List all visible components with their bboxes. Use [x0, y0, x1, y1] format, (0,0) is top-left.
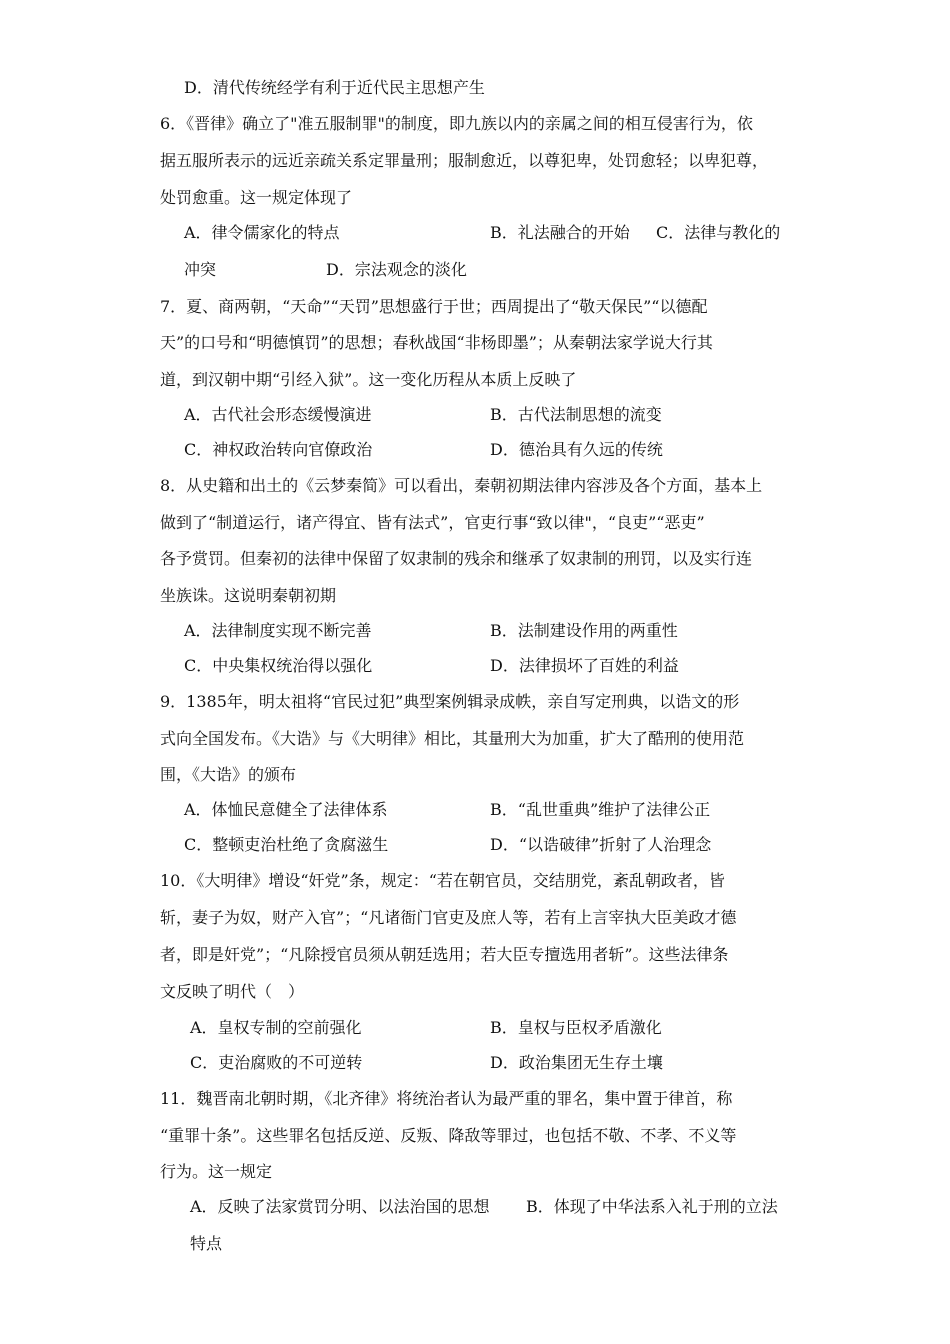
q8-option-c[interactable]: C．中央集权统治得以强化 — [184, 656, 373, 675]
q11-stem-line-1: 11．魏晋南北朝时期，《北齐律》将统治者认为最严重的罪名，集中置于律首，称 — [160, 1089, 733, 1108]
q7-stem-line-1: 7．夏、商两朝，“天命”“天罚”思想盛行于世；西周提出了“敬天保民”“以德配 — [160, 297, 708, 316]
q10-option-a[interactable]: A．皇权专制的空前强化 — [190, 1018, 362, 1037]
q6-stem-line-1: 6．《晋律》确立了"准五服制罪"的制度，即九族以内的亲属之间的相互侵害行为，依 — [160, 114, 753, 133]
q10-stem-line-1: 10．《大明律》增设“奸党”条，规定：“若在朝官员，交结朋党，紊乱朝政者，皆 — [160, 871, 725, 890]
q6-option-c[interactable]: C．法律与教化的 — [656, 223, 781, 242]
q9-stem-line-2: 式向全国发布。《大诰》与《大明律》相比，其量刑大为加重，扩大了酷刑的使用范 — [160, 729, 745, 748]
q10-stem-line-4: 文反映了明代（ ） — [160, 982, 305, 1001]
q10-option-c[interactable]: C．吏治腐败的不可逆转 — [190, 1053, 363, 1072]
q10-option-b[interactable]: B．皇权与臣权矛盾激化 — [490, 1018, 662, 1037]
q6-option-c-continued[interactable]: 冲突 — [184, 260, 217, 279]
q10-option-d[interactable]: D．政治集团无生存土壤 — [490, 1053, 663, 1072]
q6-stem-line-2: 据五服所表示的远近亲疏关系定罪量刑；服制愈近，以尊犯卑，处罚愈轻；以卑犯尊， — [160, 151, 769, 170]
q5-option-d[interactable]: D．清代传统经学有利于近代民主思想产生 — [184, 78, 485, 97]
q7-option-c[interactable]: C．神权政治转向官僚政治 — [184, 440, 373, 459]
q6-option-d[interactable]: D．宗法观念的淡化 — [326, 260, 467, 279]
q9-stem-line-3: 围，《大诰》的颁布 — [160, 765, 297, 784]
q8-option-d[interactable]: D．法律损坏了百姓的利益 — [490, 656, 679, 675]
q6-stem-line-3: 处罚愈重。这一规定体现了 — [160, 188, 353, 207]
q8-option-a[interactable]: A．法律制度实现不断完善 — [184, 621, 372, 640]
q7-stem-line-2: 天”的口号和“明德慎罚”的思想；春秋战国“非杨即墨”；从秦朝法家学说大行其 — [160, 333, 713, 352]
q7-option-b[interactable]: B．古代法制思想的流变 — [490, 405, 662, 424]
q11-option-a[interactable]: A．反映了法家赏罚分明、以法治国的思想 — [190, 1197, 490, 1216]
q10-stem-line-2: 斩，妻子为奴，财产入官”；“凡诸衙门官吏及庶人等，若有上言宰执大臣美政才德 — [160, 908, 737, 927]
q11-stem-line-2: “重罪十条”。这些罪名包括反逆、反叛、降敌等罪过，也包括不敬、不孝、不义等 — [160, 1126, 737, 1145]
q11-stem-line-3: 行为。这一规定 — [160, 1162, 273, 1181]
q9-option-b[interactable]: B．“乱世重典”维护了法律公正 — [490, 800, 711, 819]
q8-option-b[interactable]: B．法制建设作用的两重性 — [490, 621, 678, 640]
q8-stem-line-4: 坐族诛。这说明秦朝初期 — [160, 586, 337, 605]
q9-option-c[interactable]: C．整顿吏治杜绝了贪腐滋生 — [184, 835, 389, 854]
q7-option-d[interactable]: D．德治具有久远的传统 — [490, 440, 663, 459]
q8-stem-line-1: 8．从史籍和出土的《云梦秦简》可以看出，秦朝初期法律内容涉及各个方面，基本上 — [160, 476, 763, 495]
q6-option-b[interactable]: B．礼法融合的开始 — [490, 223, 630, 242]
q7-option-a[interactable]: A．古代社会形态缓慢演进 — [184, 405, 372, 424]
q8-stem-line-3: 各予赏罚。但秦初的法律中保留了奴隶制的残余和继承了奴隶制的刑罚，以及实行连 — [160, 549, 753, 568]
q11-option-b[interactable]: B．体现了中华法系入礼于刑的立法 — [526, 1197, 778, 1216]
q9-option-a[interactable]: A．体恤民意健全了法律体系 — [184, 800, 388, 819]
q9-option-d[interactable]: D．“以诰破律”折射了人治理念 — [490, 835, 712, 854]
q11-option-b-continued[interactable]: 特点 — [190, 1234, 223, 1253]
q6-option-a[interactable]: A．律令儒家化的特点 — [184, 223, 340, 242]
q7-stem-line-3: 道，到汉朝中期“引经入狱”。这一变化历程从本质上反映了 — [160, 370, 577, 389]
q8-stem-line-2: 做到了“制道运行，诸产得宜、皆有法式”，官吏行事“致以律"，“良吏”“恶吏” — [160, 513, 705, 532]
q9-stem-line-1: 9．1385年，明太祖将“官民过犯”典型案例辑录成帙，亲自写定刑典，以诰文的形 — [160, 692, 740, 711]
q10-stem-line-3: 者，即是奸党”；“凡除授官员须从朝廷选用；若大臣专擅选用者斩”。这些法律条 — [160, 945, 729, 964]
